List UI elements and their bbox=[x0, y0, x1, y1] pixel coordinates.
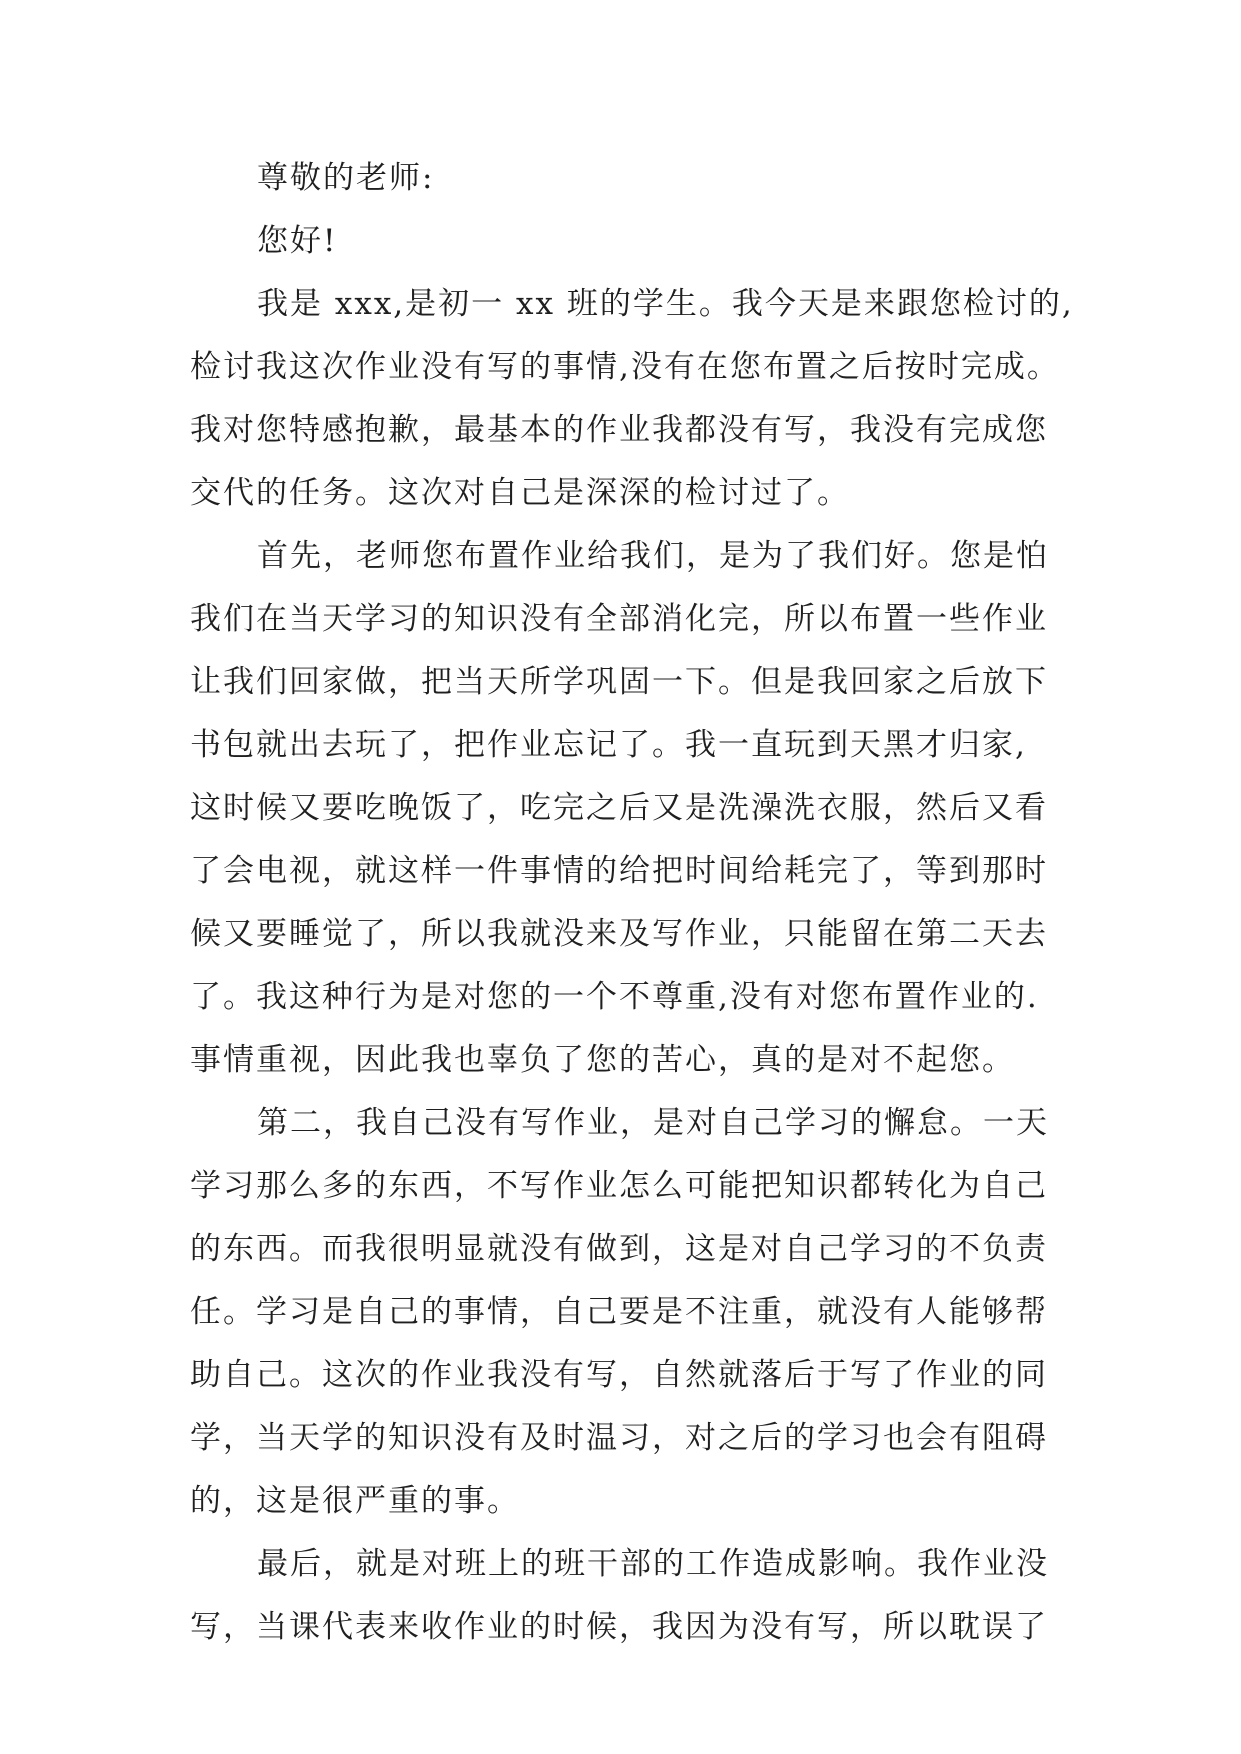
salutation: 尊敬的老师: bbox=[257, 160, 435, 196]
text-line: 第二，我自己没有写作业，是对自己学习的懈怠。一天 bbox=[257, 1105, 1049, 1141]
text-line: 我们在当天学习的知识没有全部消化完，所以布置一些作业 bbox=[190, 601, 1048, 637]
text-line: 我对您特感抱歉，最基本的作业我都没有写，我没有完成您 bbox=[190, 412, 1048, 448]
text-line: 我是 xxx,是初一 xx 班的学生。我今天是来跟您检讨的, bbox=[257, 286, 1074, 322]
text-line: 的东西。而我很明显就没有做到，这是对自己学习的不负责 bbox=[190, 1231, 1048, 1267]
text-line: 交代的任务。这次对自己是深深的检讨过了。 bbox=[190, 475, 850, 511]
text-line: 的，这是很严重的事。 bbox=[190, 1483, 520, 1519]
text-line: 了。我这种行为是对您的一个不尊重,没有对您布置作业的. bbox=[190, 979, 1039, 1015]
text-line: 写，当课代表来收作业的时候，我因为没有写，所以耽误了 bbox=[190, 1609, 1048, 1645]
text-line: 学习那么多的东西，不写作业怎么可能把知识都转化为自己 bbox=[190, 1168, 1048, 1204]
text-line: 书包就出去玩了，把作业忘记了。我一直玩到天黑才归家, bbox=[190, 727, 1027, 763]
text-line: 首先，老师您布置作业给我们，是为了我们好。您是怕 bbox=[257, 538, 1049, 574]
text-line: 候又要睡觉了，所以我就没来及写作业，只能留在第二天去 bbox=[190, 916, 1048, 952]
text-line: 助自己。这次的作业我没有写，自然就落后于写了作业的同 bbox=[190, 1357, 1048, 1393]
greeting: 您好! bbox=[257, 223, 338, 259]
text-line: 让我们回家做，把当天所学巩固一下。但是我回家之后放下 bbox=[190, 664, 1048, 700]
text-line: 检讨我这次作业没有写的事情,没有在您布置之后按时完成。 bbox=[190, 349, 1060, 385]
text-line: 任。学习是自己的事情，自己要是不注重，就没有人能够帮 bbox=[190, 1294, 1048, 1330]
text-line: 学，当天学的知识没有及时温习，对之后的学习也会有阻碍 bbox=[190, 1420, 1048, 1456]
text-line: 了会电视，就这样一件事情的给把时间给耗完了，等到那时 bbox=[190, 853, 1048, 889]
text-line: 最后，就是对班上的班干部的工作造成影响。我作业没 bbox=[257, 1546, 1049, 1582]
text-line: 事情重视，因此我也辜负了您的苦心，真的是对不起您。 bbox=[190, 1042, 1015, 1078]
text-line: 这时候又要吃晚饭了，吃完之后又是洗澡洗衣服，然后又看 bbox=[190, 790, 1048, 826]
